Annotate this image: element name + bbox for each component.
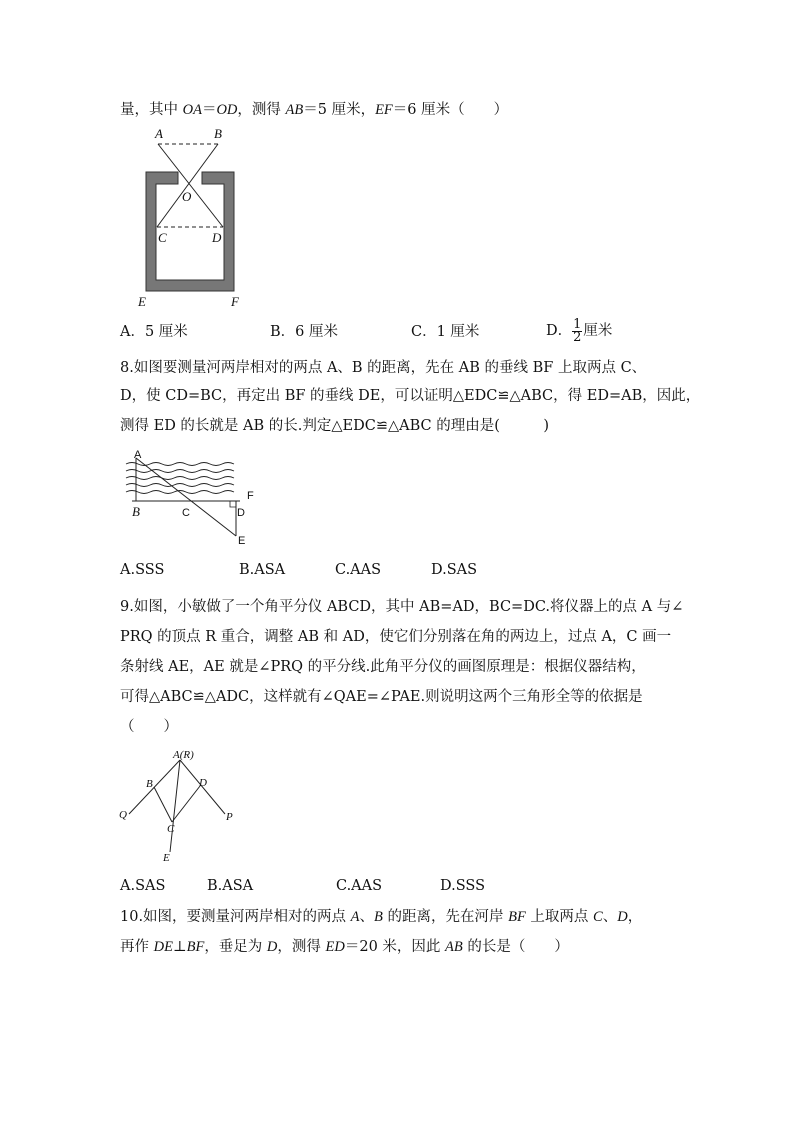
q7-label-e: E <box>138 294 146 309</box>
q9-label-e: E <box>163 852 170 864</box>
q8-label-b: B <box>132 504 140 519</box>
q7-label-b: B <box>214 126 222 141</box>
q7-option-d-prefix: D． <box>546 323 573 339</box>
q7-var-ef: EF <box>375 102 393 118</box>
q8-label-c: C <box>182 507 190 519</box>
q10-text: 、 <box>602 909 618 925</box>
q8-label-d: D <box>237 507 245 519</box>
q10-var-b: B <box>374 909 383 925</box>
q9-stem-line-5: （ ） <box>120 719 178 735</box>
q9-option-d[interactable]: D.SSS <box>440 878 486 894</box>
q9-stem-line-2: PRQ 的顶点 R 重合，调整 AB 和 AD，使它们分别落在角的两边上，过点 A，C 画一 <box>120 629 672 645</box>
q7-var-od: OD <box>216 102 238 118</box>
q10-text: ，测得 <box>277 939 326 955</box>
q9-label-d: D <box>199 777 207 789</box>
q9-option-a[interactable]: A.SAS <box>120 878 166 894</box>
q10-var-ed: ED <box>325 939 345 955</box>
q7-label-c: C <box>158 230 167 245</box>
q9-label-p: P <box>226 811 233 823</box>
q8-option-c[interactable]: C.AAS <box>335 562 382 578</box>
q8-option-b[interactable]: B.ASA <box>239 562 286 578</box>
q10-text: 上取两点 <box>525 909 594 925</box>
q8-label-a: A <box>134 449 142 461</box>
q9-label-c: C <box>167 823 175 835</box>
q10-text: 10.如图，要测量河两岸相对的两点 <box>120 909 351 925</box>
q7-option-b[interactable]: B．6 厘米 <box>270 324 338 340</box>
q10-stem-line-2 <box>120 937 569 957</box>
q8-option-d[interactable]: D.SAS <box>431 562 478 578</box>
q10-var-c: C <box>593 909 603 925</box>
q7-text: ＝5 厘米， <box>303 102 376 118</box>
q9-line-bc <box>154 787 172 822</box>
q8-stem-line-3: 测得 ED 的长就是 AB 的长.判定△EDC≌△ABC 的理由是( ) <box>120 418 550 434</box>
q9-stem-line-1: 9.如图，小敏做了一个角平分仪 ABCD，其中 AB=AD，BC=DC.将仪器上的点 A 与∠ <box>120 599 684 615</box>
q10-text: 的距离，先在河岸 <box>382 909 509 925</box>
q10-text: ，垂足为 <box>204 939 267 955</box>
q10-var-bf: BF <box>508 909 526 925</box>
q8-stem-line-1: 8.如图要测量河两岸相对的两点 A、B 的距离，先在 AB 的垂线 BF 上取两点 C、 <box>120 360 647 376</box>
q9-option-c[interactable]: C.AAS <box>336 878 383 894</box>
q7-label-o: O <box>182 189 192 204</box>
q10-stem-line-1 <box>120 907 642 927</box>
q7-option-d-suffix: 厘米 <box>583 323 613 339</box>
q10-text: 、 <box>359 909 375 925</box>
q7-label-a: A <box>155 126 163 141</box>
q10-var-d: D <box>266 939 278 955</box>
q8-label-e: E <box>238 535 246 547</box>
q7-var-ab: AB <box>285 102 304 118</box>
q7-text: 量，其中 <box>120 102 183 118</box>
q9-line-ae <box>170 760 180 852</box>
q10-text: 的长是（ ） <box>462 939 569 955</box>
q10-var-de: DE <box>153 939 173 955</box>
q7-text: ，测得 <box>237 102 286 118</box>
q9-stem-line-3: 条射线 AE，AE 就是∠PRQ 的平分线.此角平分仪的画图原理是：根据仪器结构， <box>120 659 646 675</box>
q7-label-d: D <box>212 230 222 245</box>
q7-option-a[interactable]: A．5 厘米 <box>120 324 188 340</box>
fraction-numerator: 1 <box>573 316 582 332</box>
q10-var-a: A <box>350 909 360 925</box>
q7-var-oa: OA <box>182 102 202 118</box>
q9-option-b[interactable]: B.ASA <box>207 878 254 894</box>
q9-label-q: Q <box>119 809 127 821</box>
fraction-denominator: 2 <box>573 329 582 345</box>
q10-text: 再作 <box>120 939 154 955</box>
q10-var-bf: BF <box>186 939 205 955</box>
q9-stem-line-4: 可得△ABC≌△ADC，这样就有∠QAE=∠PAE.则说明这两个三角形全等的依据是 <box>120 689 643 705</box>
q7-text: ＝6 厘米（ ） <box>392 102 509 118</box>
q8-stem-line-2: D，使 CD=BC，再定出 BF 的垂线 DE，可以证明△EDC≌△ABC，得 ED=AB，因此， <box>120 388 701 404</box>
q10-text: ， <box>627 909 643 925</box>
q10-var-d: D <box>617 909 628 925</box>
perpendicular-symbol: ⊥ <box>172 939 187 955</box>
q10-var-ab: AB <box>445 939 463 955</box>
q8-label-f: F <box>247 490 254 502</box>
q8-option-a[interactable]: A.SSS <box>120 562 165 578</box>
q9-label-b: B <box>146 778 153 790</box>
q7-option-c[interactable]: C．1 厘米 <box>411 324 480 340</box>
q9-label-ar: A(R) <box>173 749 194 761</box>
q7-text: ＝ <box>201 102 217 118</box>
q7-label-f: F <box>231 294 239 309</box>
q10-text: ＝20 米，因此 <box>344 939 446 955</box>
